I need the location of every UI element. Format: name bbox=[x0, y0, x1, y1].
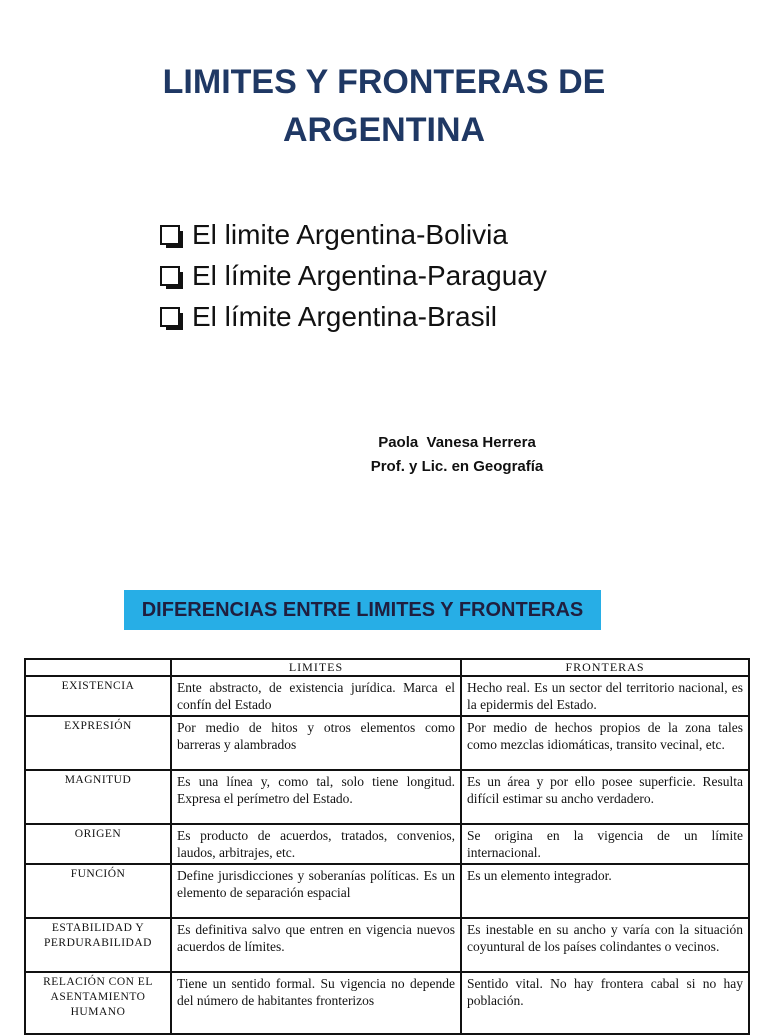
limites-cell: Define jurisdicciones y soberanías políticas. Es un elemento de separación espacial bbox=[171, 864, 461, 918]
limites-cell: Ente abstracto, de existencia jurídica. Marca el confín del Estado bbox=[171, 676, 461, 716]
fronteras-cell: Sentido vital. No hay frontera cabal si no hay población. bbox=[461, 972, 749, 1034]
page-title bbox=[0, 58, 768, 154]
row-label: RELACIÓN CON EL ASENTAMIENTO HUMANO bbox=[25, 972, 171, 1034]
table-header-empty bbox=[25, 659, 171, 676]
author-role: Prof. y Lic. en Geografía bbox=[370, 458, 544, 475]
table-row bbox=[25, 864, 749, 918]
fronteras-cell: Es un área y por ello posee superficie. Resulta difícil estimar su ancho verdadero. bbox=[461, 770, 749, 824]
table-row bbox=[25, 824, 749, 864]
list-item bbox=[160, 255, 547, 296]
limites-cell: Es producto de acuerdos, tratados, convenios, laudos, arbitrajes, etc. bbox=[171, 824, 461, 864]
fronteras-cell: Es un elemento integrador. bbox=[461, 864, 749, 918]
author-block bbox=[0, 431, 768, 479]
limites-cell: Por medio de hitos y otros elementos como barreras y alambrados bbox=[171, 716, 461, 770]
table-row bbox=[25, 716, 749, 770]
topic-list bbox=[160, 214, 547, 337]
table-header-row bbox=[25, 659, 749, 676]
row-label: ESTABILIDAD Y PERDURABILIDAD bbox=[25, 918, 171, 972]
fronteras-cell: Hecho real. Es un sector del territorio nacional, es la epidermis del Estado. bbox=[461, 676, 749, 716]
comparison-table bbox=[24, 658, 750, 1035]
row-label: EXISTENCIA bbox=[25, 676, 171, 716]
fronteras-cell: Por medio de hechos propios de la zona tales como mezclas idiomáticas, transito vecinal, etc. bbox=[461, 716, 749, 770]
row-label: MAGNITUD bbox=[25, 770, 171, 824]
row-label: ORIGEN bbox=[25, 824, 171, 864]
limites-cell: Tiene un sentido formal. Su vigencia no depende del número de habitantes fronterizos bbox=[171, 972, 461, 1034]
list-item bbox=[160, 214, 547, 255]
checkbox-icon bbox=[160, 307, 180, 327]
fronteras-cell: Es inestable en su ancho y varía con la situación coyuntural de los países colindantes o vecinos. bbox=[461, 918, 749, 972]
title-line-1: LIMITES Y FRONTERAS DE bbox=[162, 63, 606, 101]
row-label: FUNCIÓN bbox=[25, 864, 171, 918]
row-label: EXPRESIÓN bbox=[25, 716, 171, 770]
section-banner: DIFERENCIAS ENTRE LIMITES Y FRONTERAS bbox=[124, 590, 601, 630]
list-item bbox=[160, 296, 547, 337]
table-row bbox=[25, 770, 749, 824]
fronteras-cell: Se origina en la vigencia de un límite internacional. bbox=[461, 824, 749, 864]
table-row bbox=[25, 676, 749, 716]
checkbox-icon bbox=[160, 266, 180, 286]
table-header-limites: LIMITES bbox=[171, 659, 461, 676]
list-item-label: El límite Argentina-Paraguay bbox=[192, 260, 547, 291]
list-item-label: El límite Argentina-Brasil bbox=[192, 301, 498, 332]
table-row bbox=[25, 972, 749, 1034]
limites-cell: Es definitiva salvo que entren en vigencia nuevos acuerdos de límites. bbox=[171, 918, 461, 972]
checkbox-icon bbox=[160, 225, 180, 245]
list-item-label: El limite Argentina-Bolivia bbox=[192, 219, 508, 250]
author-name: Paola Vanesa Herrera bbox=[378, 434, 536, 451]
table-header-fronteras: FRONTERAS bbox=[461, 659, 749, 676]
limites-cell: Es una línea y, como tal, solo tiene longitud. Expresa el perímetro del Estado. bbox=[171, 770, 461, 824]
table-row bbox=[25, 918, 749, 972]
title-line-2: ARGENTINA bbox=[282, 111, 486, 149]
